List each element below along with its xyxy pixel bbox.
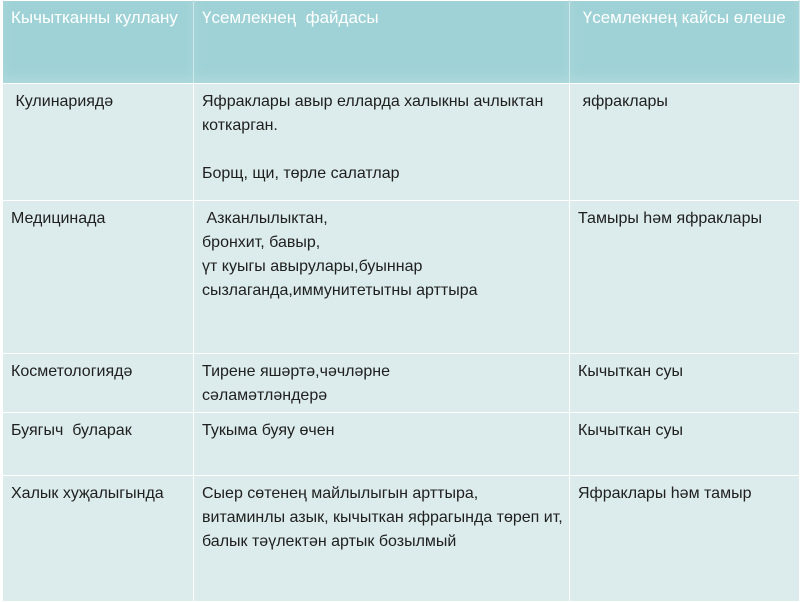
header-usage: Кычытканны куллану bbox=[3, 1, 194, 84]
header-plant-part: Үсемлекнең кайсы өлеше bbox=[570, 1, 800, 84]
cell-usage: Буягыч буларак bbox=[3, 413, 194, 476]
table-row bbox=[3, 201, 800, 354]
header-benefit: Үсемлекнең файдасы bbox=[194, 1, 570, 84]
cell-usage: Медицинада bbox=[3, 201, 194, 354]
cell-plant-part: Тамыры һәм яфраклары bbox=[570, 201, 800, 354]
table-row bbox=[3, 84, 800, 201]
header-row bbox=[3, 1, 800, 84]
cell-plant-part: яфраклары bbox=[570, 84, 800, 201]
table-row bbox=[3, 354, 800, 413]
nettle-usage-table bbox=[2, 0, 800, 602]
cell-benefit: Сыер сөтенең майлылыгын арттыра, витаминлы азык, кычыткан яфрагында төреп ит, балык тәүлектән артык бозылмый bbox=[194, 476, 570, 602]
cell-plant-part: Кычыткан суы bbox=[570, 413, 800, 476]
cell-benefit: Азканлылыктан, бронхит, бавыр, үт куыгы авырулары,буыннар сызлаганда,иммунитетытны арттыра bbox=[194, 201, 570, 354]
cell-benefit: Тукыма буяу өчен bbox=[194, 413, 570, 476]
cell-usage: Косметологиядә bbox=[3, 354, 194, 413]
cell-usage: Халык хуҗалыгында bbox=[3, 476, 194, 602]
table-row bbox=[3, 413, 800, 476]
cell-plant-part: Кычыткан суы bbox=[570, 354, 800, 413]
table-row bbox=[3, 476, 800, 602]
cell-benefit: Яфраклары авыр елларда халыкны ачлыктан коткарган. Борщ, щи, төрле салатлар bbox=[194, 84, 570, 201]
cell-usage: Кулинариядә bbox=[3, 84, 194, 201]
cell-benefit: Тирене яшәртә,чәчләрне сәламәтләндерә bbox=[194, 354, 570, 413]
cell-plant-part: Яфраклары һәм тамыр bbox=[570, 476, 800, 602]
